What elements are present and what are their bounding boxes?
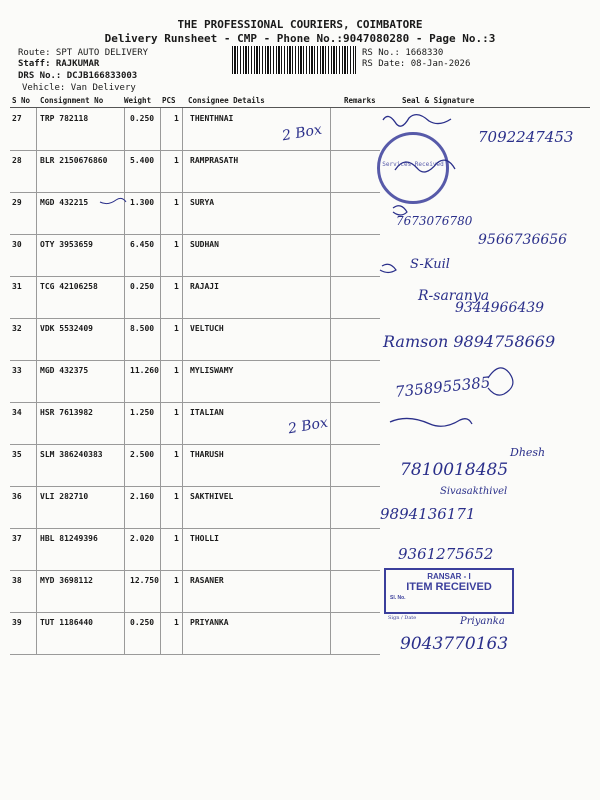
row-consignment: HSR 7613982 bbox=[40, 408, 93, 417]
row-sno: 34 bbox=[12, 408, 22, 417]
phone-row39: 9043770163 bbox=[400, 634, 509, 654]
signature-row36: Sivasakthivel bbox=[440, 486, 508, 497]
row-pcs: 1 bbox=[174, 282, 179, 291]
phone-row37: 9361275652 bbox=[398, 545, 494, 563]
row-consignee: THENTHNAI bbox=[190, 114, 234, 123]
row-consignee: SURYA bbox=[190, 198, 215, 207]
row-consignee: RAMPRASATH bbox=[190, 156, 239, 165]
row-consignment: MYD 3698112 bbox=[40, 576, 93, 585]
row-consignment: HBL 81249396 bbox=[40, 534, 98, 543]
col-consignment: Consignment No bbox=[40, 96, 104, 105]
row-consignee: SAKTHIVEL bbox=[190, 492, 234, 501]
signature-scribbles bbox=[0, 110, 600, 670]
row-sno: 27 bbox=[12, 114, 22, 123]
row-consignment: TUT 1186440 bbox=[40, 618, 93, 627]
row-pcs: 1 bbox=[174, 156, 179, 165]
rs-date: RS Date: 08-Jan-2026 bbox=[362, 59, 471, 69]
row-weight: 11.260 bbox=[130, 366, 159, 375]
barcode-image bbox=[232, 46, 356, 74]
vehicle-label: Vehicle: Van Delivery bbox=[22, 83, 136, 93]
stamp-sl-no: Sl. No. bbox=[390, 595, 406, 601]
row-consignment: SLM 386240383 bbox=[40, 450, 103, 459]
phone-row32: Ramson 9894758669 bbox=[383, 332, 556, 351]
signature-row39: Priyanka bbox=[460, 616, 505, 627]
stamp-branch: RANSAR - I bbox=[427, 572, 471, 581]
row-pcs: 1 bbox=[174, 576, 179, 585]
phone-row33: 7358955385 bbox=[394, 373, 492, 401]
row-consignment: TCG 42106258 bbox=[40, 282, 98, 291]
remark-2-box-2: 2 Box bbox=[286, 414, 330, 438]
row-pcs: 1 bbox=[174, 366, 179, 375]
page-title: THE PROFESSIONAL COURIERS, COIMBATORE bbox=[177, 18, 423, 31]
row-weight: 1.300 bbox=[130, 198, 155, 207]
row-sno: 30 bbox=[12, 240, 22, 249]
row-sno: 31 bbox=[12, 282, 22, 291]
row-weight: 12.750 bbox=[130, 576, 159, 585]
row-consignee: SUDHAN bbox=[190, 240, 219, 249]
row-weight: 2.020 bbox=[130, 534, 155, 543]
col-weight: Weight bbox=[124, 96, 152, 105]
col-pcs: PCS bbox=[162, 96, 176, 105]
row-sno: 37 bbox=[12, 534, 22, 543]
signature-row30: S-Kuil bbox=[410, 257, 450, 272]
stamp-sign-date: Sign / Date bbox=[388, 615, 417, 621]
row-consignment: OTY 3953659 bbox=[40, 240, 93, 249]
phone-row35: 7810018485 bbox=[400, 460, 509, 480]
rs-number: RS No.: 1668330 bbox=[362, 48, 444, 58]
row-weight: 8.500 bbox=[130, 324, 155, 333]
row-pcs: 1 bbox=[174, 492, 179, 501]
row-sno: 29 bbox=[12, 198, 22, 207]
col-remarks: Remarks bbox=[344, 96, 376, 105]
phone-row36: 9894136171 bbox=[380, 505, 476, 523]
row-consignee: ITALIAN bbox=[190, 408, 224, 417]
row-pcs: 1 bbox=[174, 618, 179, 627]
signature-row35: Dhesh bbox=[510, 446, 546, 459]
col-seal: Seal & Signature bbox=[402, 96, 475, 105]
seal-text: Services Received bbox=[382, 161, 444, 168]
row-sno: 32 bbox=[12, 324, 22, 333]
row-sno: 38 bbox=[12, 576, 22, 585]
phone-row31: 9344966439 bbox=[455, 300, 545, 316]
phone-row30: 9566736656 bbox=[478, 232, 568, 248]
row-weight: 6.450 bbox=[130, 240, 155, 249]
row-weight: 5.400 bbox=[130, 156, 155, 165]
col-consignee: Consignee Details bbox=[188, 96, 265, 105]
staff-label: Staff: RAJKUMAR bbox=[18, 59, 100, 69]
row-weight: 1.250 bbox=[130, 408, 155, 417]
row-sno: 35 bbox=[12, 450, 22, 459]
row-consignment: MGD 432215 bbox=[40, 198, 89, 207]
row-consignee: PRIYANKA bbox=[190, 618, 229, 627]
row-pcs: 1 bbox=[174, 114, 179, 123]
runsheet-subtitle: Delivery Runsheet - CMP - Phone No.:9047080280 - Page No.:3 bbox=[104, 32, 496, 45]
row-pcs: 1 bbox=[174, 324, 179, 333]
signature-row31: R-saranya bbox=[418, 288, 490, 304]
row-pcs: 1 bbox=[174, 450, 179, 459]
row-consignee: RAJAJI bbox=[190, 282, 219, 291]
row-consignment: MGD 432375 bbox=[40, 366, 89, 375]
drs-label: DRS No.: DCJB166833003 bbox=[18, 71, 138, 81]
row-consignee: THOLLI bbox=[190, 534, 219, 543]
row-weight: 0.250 bbox=[130, 282, 155, 291]
row-sno: 33 bbox=[12, 366, 22, 375]
row-weight: 2.500 bbox=[130, 450, 155, 459]
row-sno: 28 bbox=[12, 156, 22, 165]
route-label: Route: SPT AUTO DELIVERY bbox=[18, 48, 149, 58]
phone-row27: 7092247453 bbox=[478, 128, 574, 146]
row-consignment: TRP 782118 bbox=[40, 114, 89, 123]
row-consignee: VELTUCH bbox=[190, 324, 224, 333]
remark-2-box-1: 2 Box bbox=[280, 121, 324, 145]
row-consignee: MYLISWAMY bbox=[190, 366, 234, 375]
row-consignee: THARUSH bbox=[190, 450, 224, 459]
phone-row29: 7673076780 bbox=[396, 214, 473, 228]
header-rule bbox=[10, 107, 590, 108]
row-pcs: 1 bbox=[174, 408, 179, 417]
row-sno: 39 bbox=[12, 618, 22, 627]
stamp-title: ITEM RECEIVED bbox=[406, 581, 492, 593]
row-consignment: VDK 5532409 bbox=[40, 324, 93, 333]
row-consignment: VLI 282710 bbox=[40, 492, 89, 501]
row-consignee: RASANER bbox=[190, 576, 224, 585]
row-pcs: 1 bbox=[174, 534, 179, 543]
row-sno: 36 bbox=[12, 492, 22, 501]
row-pcs: 1 bbox=[174, 198, 179, 207]
row-weight: 2.160 bbox=[130, 492, 155, 501]
col-sno: S No bbox=[12, 96, 31, 105]
row-weight: 0.250 bbox=[130, 618, 155, 627]
row-weight: 0.250 bbox=[130, 114, 155, 123]
row-pcs: 1 bbox=[174, 240, 179, 249]
row-consignment: BLR 2150676860 bbox=[40, 156, 108, 165]
